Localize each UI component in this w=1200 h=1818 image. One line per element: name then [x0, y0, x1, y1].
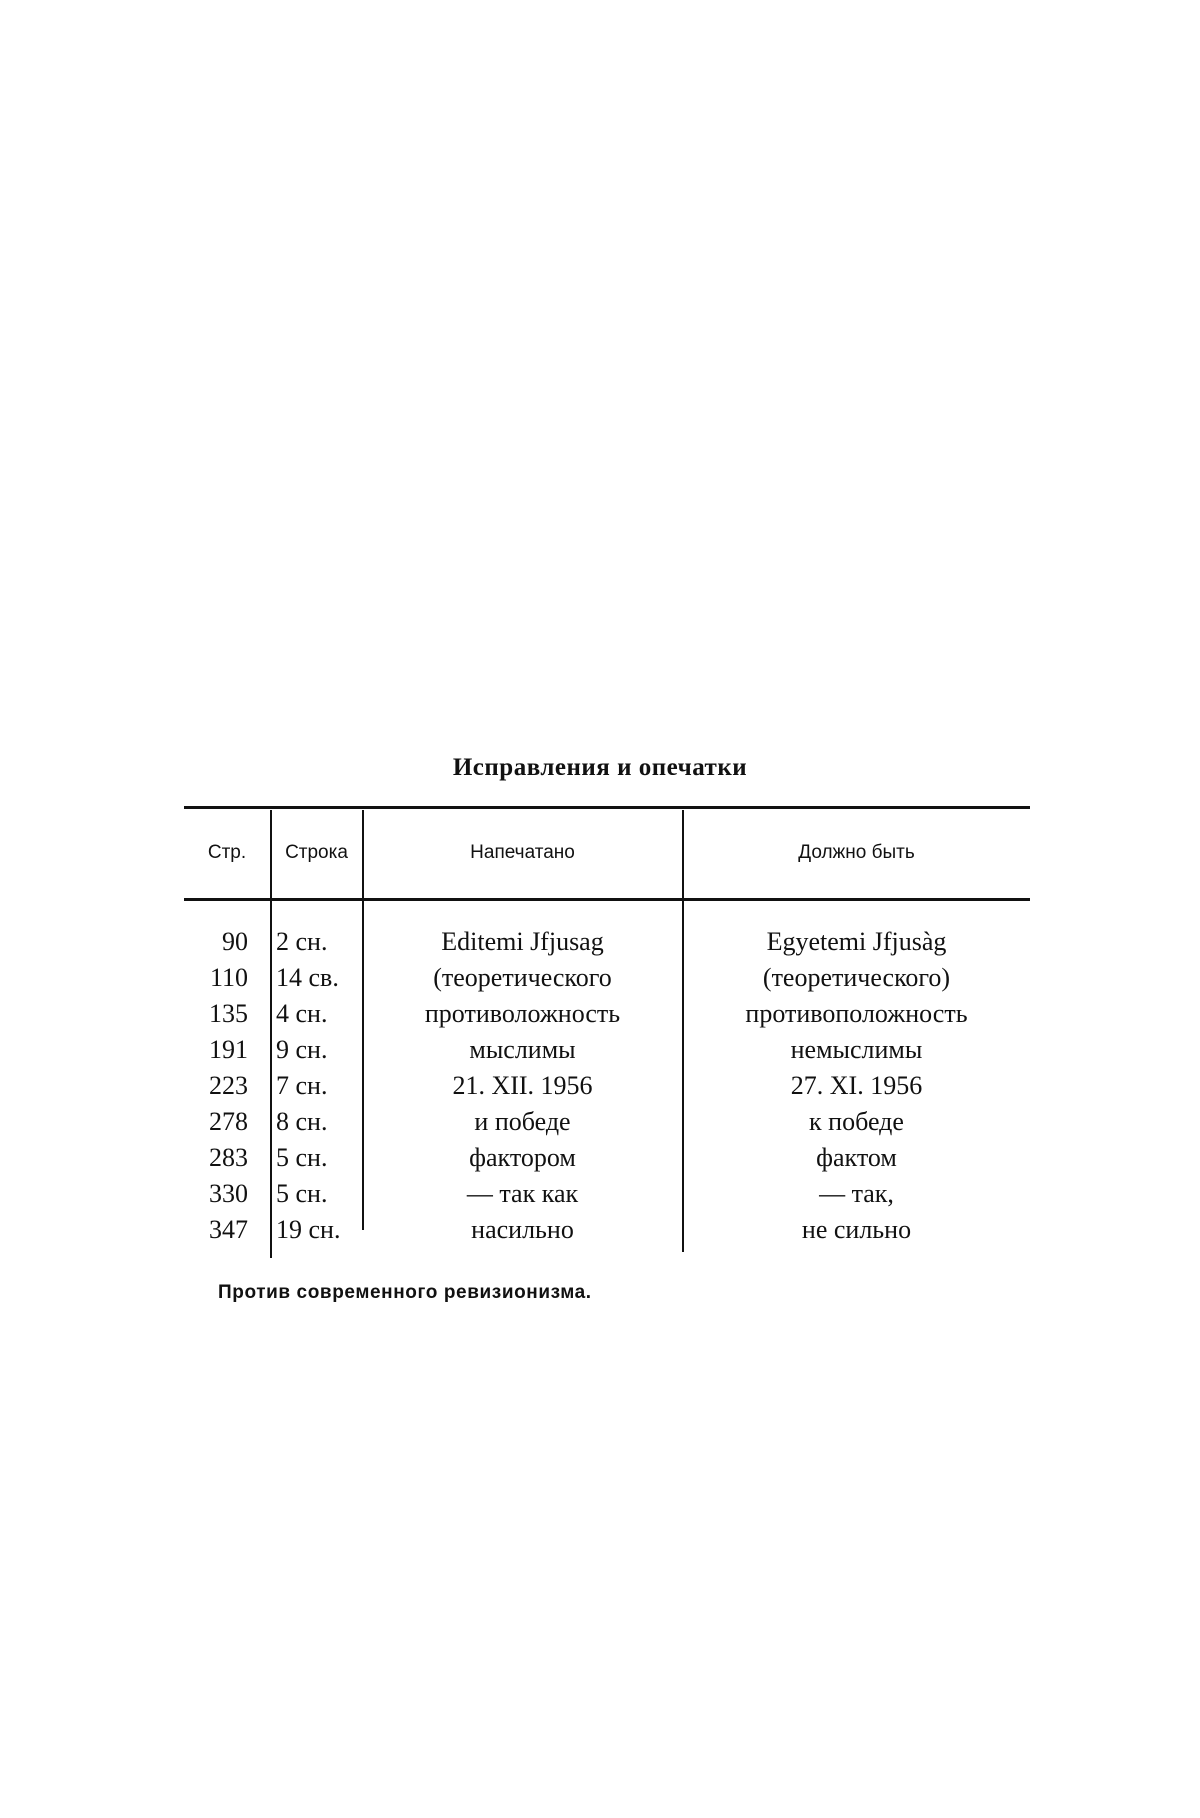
- line-ref: 5 сн.: [276, 1143, 328, 1172]
- errata-title: Исправления и опечатки: [452, 754, 748, 781]
- printed-text: насильно: [471, 1215, 574, 1244]
- table-row: [0, 1068, 1200, 1104]
- line-ref: 5 сн.: [276, 1179, 328, 1208]
- printed-text: — так как: [466, 1179, 579, 1208]
- printed-text: Editemi Jfjusag: [441, 927, 604, 956]
- page-number: 283: [209, 1143, 248, 1172]
- table-row: [0, 1176, 1200, 1212]
- correct-text: (теоретического): [762, 963, 951, 992]
- line-ref: 9 сн.: [276, 1035, 328, 1064]
- line-ref: 19 сн.: [276, 1215, 341, 1244]
- table-row: [0, 996, 1200, 1032]
- correct-text: не сильно: [801, 1215, 912, 1244]
- page-number: 90: [222, 927, 248, 956]
- table-row: [0, 1032, 1200, 1068]
- page-number: 330: [209, 1179, 248, 1208]
- page-number: 278: [209, 1107, 248, 1136]
- table-row: [0, 960, 1200, 996]
- header-line: Строка: [285, 842, 348, 863]
- correct-text: 27. XI. 1956: [790, 1071, 923, 1100]
- line-ref: 14 св.: [276, 963, 339, 992]
- correct-text: Egyetemi Jfjusàg: [766, 927, 947, 956]
- correct-text: фактом: [816, 1143, 897, 1172]
- correct-text: к победе: [809, 1107, 904, 1136]
- line-ref: 2 сн.: [276, 927, 328, 956]
- printed-text: и победе: [474, 1107, 571, 1136]
- printed-text: фактором: [469, 1143, 576, 1172]
- book-title-footer: Против современного ревизионизма.: [218, 1282, 592, 1303]
- table-row: [0, 1212, 1200, 1248]
- printed-text: 21. XII. 1956: [452, 1071, 593, 1100]
- header-should-be: Должно быть: [798, 842, 915, 863]
- printed-text: (теоретического: [433, 963, 612, 992]
- printed-text: противоложность: [424, 999, 621, 1028]
- table-top-rule: [184, 806, 1030, 809]
- page-number: 135: [209, 999, 248, 1028]
- page-number: 191: [209, 1035, 248, 1064]
- correct-text: противоположность: [745, 999, 968, 1028]
- errata-rows: [0, 924, 1200, 1248]
- table-row: [0, 1104, 1200, 1140]
- header-printed: Напечатано: [470, 842, 575, 863]
- table-header-rule: [184, 898, 1030, 901]
- line-ref: 4 сн.: [276, 999, 328, 1028]
- printed-text: мыслимы: [469, 1035, 576, 1064]
- page-number: 347: [209, 1215, 248, 1244]
- table-row: [0, 924, 1200, 960]
- page-number: 110: [209, 963, 248, 992]
- correct-text: — так,: [819, 1179, 894, 1208]
- correct-text: немыслимы: [790, 1035, 923, 1064]
- page-number: 223: [209, 1071, 248, 1100]
- line-ref: 8 сн.: [276, 1107, 328, 1136]
- table-row: [0, 1140, 1200, 1176]
- header-page: Стр.: [207, 842, 247, 863]
- line-ref: 7 сн.: [276, 1071, 328, 1100]
